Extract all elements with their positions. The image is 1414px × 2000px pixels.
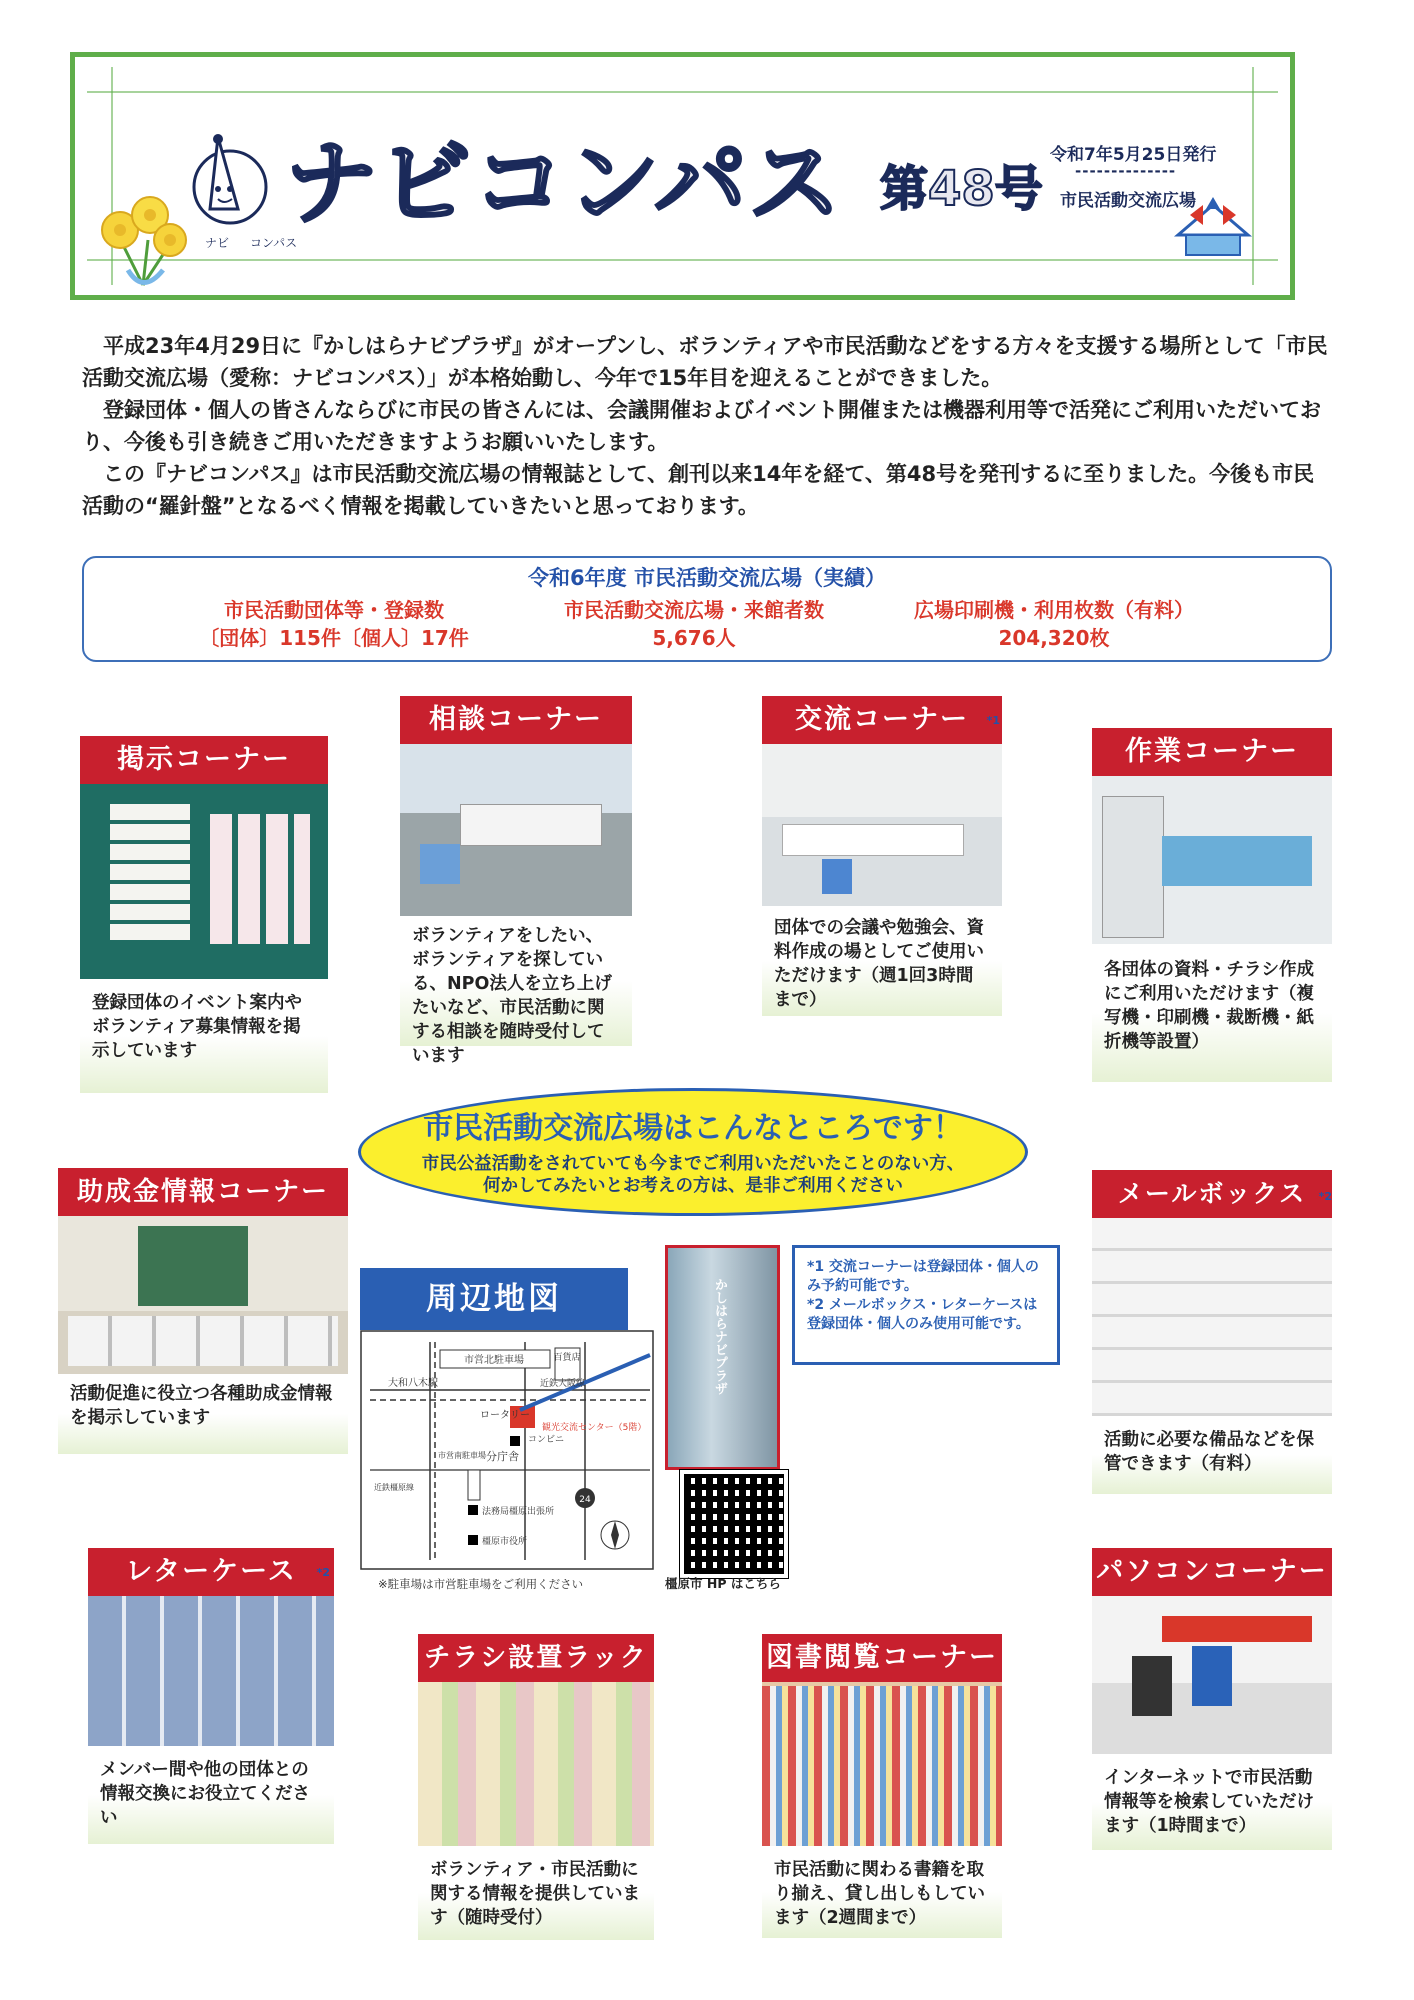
callout-line-1: 市民公益活動をされていても今までご利用いただいたことのない方、 bbox=[421, 1154, 965, 1174]
map-convenience-label: コンビニ bbox=[528, 1435, 565, 1445]
publish-date: 令和7年5月25日発行 bbox=[1050, 145, 1217, 165]
map-kintetsu-osaka-label: 近鉄大阪線 bbox=[540, 1379, 586, 1389]
publisher-name: 市民活動交流広場 bbox=[1060, 191, 1196, 211]
card-description: 各団体の資料・チラシ作成にご利用いただけます（複写機・印刷機・裁断機・紙折機等設置） bbox=[1092, 944, 1332, 1082]
stat-registrations bbox=[164, 596, 504, 652]
workspace-photo bbox=[1092, 776, 1332, 944]
card-title: パソコンコーナー bbox=[1092, 1548, 1332, 1596]
stat-label: 広場印刷機・利用枚数（有料） bbox=[914, 598, 1194, 622]
header-divider: -------------- bbox=[1075, 162, 1177, 180]
bulletin-board-photo bbox=[80, 784, 328, 979]
issue-number: 第48号 bbox=[880, 161, 1043, 217]
card-title: 図書閲覧コーナー bbox=[762, 1634, 1002, 1682]
footnote-marker: *2 bbox=[316, 1566, 330, 1579]
card-title: 助成金情報コーナー bbox=[58, 1168, 348, 1216]
card-title: 交流コーナー bbox=[762, 696, 1002, 744]
intro-paragraph-1: 平成23年4月29日に『かしはらナビプラザ』がオープンし、ボランティアや市民活動などをする方々を支援する場所として「市民活動交流広場（愛称：ナビコンパス）」が本格始動し、今年で15年目を迎えることができました。 bbox=[82, 334, 1328, 390]
pc-area-photo bbox=[1092, 1596, 1332, 1754]
grant-info-photo bbox=[58, 1216, 348, 1374]
intro-paragraph-3: この『ナビコンパス』は市民活動交流広場の情報誌として、創刊以来14年を経て、第48号を発刊するに至りました。今後も市民活動の“羅針盤”となるべく情報を掲載していきたいと思っております。 bbox=[82, 462, 1315, 518]
card-description: 登録団体のイベント案内やボランティア募集情報を掲示しています bbox=[80, 979, 328, 1093]
map-route-label: 24 bbox=[579, 1495, 591, 1505]
stats-title: 令和6年度 市民活動交流広場（実績） bbox=[528, 566, 886, 590]
card-description: 活動に必要な備品などを保管できます（有料） bbox=[1092, 1416, 1332, 1494]
map-dept-store-label: 百貨店 bbox=[553, 1353, 581, 1363]
footnote-2: *2 メールボックス・レターケースは登録団体・個人のみ使用可能です。 bbox=[807, 1297, 1038, 1332]
corner-josei bbox=[58, 1168, 348, 1454]
card-description: メンバー間や他の団体との情報交換にお役立てください bbox=[88, 1746, 334, 1844]
stats-scroll-banner bbox=[82, 556, 1332, 662]
card-description: 活動促進に役立つ各種助成金情報を掲示しています bbox=[58, 1374, 348, 1454]
consultation-photo bbox=[400, 744, 632, 916]
logo-right-text: コンパス bbox=[250, 236, 298, 250]
building-photo bbox=[665, 1245, 780, 1470]
corner-kouryu bbox=[762, 696, 1002, 1016]
card-title: メールボックス bbox=[1092, 1170, 1332, 1218]
map-rotary-label: ロータリー bbox=[480, 1410, 530, 1421]
corner-sagyou bbox=[1092, 728, 1332, 1082]
intro-paragraph-2: 登録団体・個人の皆さんならびに市民の皆さんには、会議開催およびイベント開催または機器利用等で活発にご利用いただいており、今後も引き続きご用いただきますようお願いいたします。 bbox=[82, 398, 1321, 454]
corner-chirashi bbox=[418, 1634, 654, 1940]
map-kintetsu-kashihara-label: 近鉄橿原線 bbox=[374, 1483, 414, 1492]
corner-mailbox bbox=[1092, 1170, 1332, 1494]
intro-text bbox=[82, 330, 1332, 522]
map-city-hall-label: 橿原市役所 bbox=[482, 1537, 528, 1547]
newsletter-title: ナビコンパス bbox=[285, 130, 843, 237]
card-title: 相談コーナー bbox=[400, 696, 632, 744]
stat-print-count bbox=[884, 596, 1224, 652]
map-parking-north-label: 市営北駐車場 bbox=[464, 1355, 524, 1366]
kabuto-helmet-icon bbox=[1168, 185, 1258, 275]
card-description: 団体での会議や勉強会、資料作成の場としてご使用いただけます（週1回3時間まで） bbox=[762, 906, 1002, 1016]
card-title: レターケース bbox=[88, 1548, 334, 1596]
library-shelf-photo bbox=[762, 1682, 1002, 1846]
stat-value: 5,676人 bbox=[652, 626, 736, 650]
map-title: 周辺地図 bbox=[360, 1268, 628, 1330]
footnote-1: *1 交流コーナーは登録団体・個人のみ予約可能です。 bbox=[807, 1259, 1039, 1294]
letter-case-photo bbox=[88, 1596, 334, 1746]
area-map bbox=[360, 1330, 660, 1570]
qr-code[interactable] bbox=[680, 1470, 788, 1578]
card-title: 掲示コーナー bbox=[80, 736, 328, 784]
stat-value: 〔団体〕115件〔個人〕17件 bbox=[199, 626, 469, 650]
corner-tosho bbox=[762, 1634, 1002, 1938]
card-title: チラシ設置ラック bbox=[418, 1634, 654, 1682]
callout-headline: 市民活動交流広場はこんなところです！ bbox=[423, 1111, 963, 1146]
map-tourism-center-label: 観光交流センター（5階） bbox=[542, 1423, 647, 1433]
corner-letter bbox=[88, 1548, 334, 1844]
stat-visitors bbox=[524, 596, 864, 652]
card-description: 市民活動に関わる書籍を取り揃え、貸し出しもしています（2週間まで） bbox=[762, 1846, 1002, 1938]
map-parking-south-label: 市営南駐車場 bbox=[438, 1451, 486, 1460]
corner-pc bbox=[1092, 1548, 1332, 1850]
map-branch-office-label: 分庁舎 bbox=[486, 1450, 519, 1463]
stat-label: 市民活動団体等・登録数 bbox=[224, 598, 444, 622]
qr-code-caption: 橿原市 HP はこちら bbox=[665, 1576, 781, 1591]
map-station-label: 大和八木駅 bbox=[388, 1378, 438, 1389]
flyer-rack-photo bbox=[418, 1682, 654, 1846]
mailbox-photo bbox=[1092, 1218, 1332, 1416]
compass-mascot-logo bbox=[180, 125, 280, 245]
footnote-box bbox=[792, 1245, 1060, 1365]
card-description: ボランティアをしたい、ボランティアを探している、NPO法人を立ち上げたいなど、市民活動に関する相談を随時受付しています bbox=[400, 916, 632, 1046]
card-description: ボランティア・市民活動に関する情報を提供しています（随時受付） bbox=[418, 1846, 654, 1940]
building-sign: かしはらナビプラザ bbox=[712, 1278, 727, 1395]
stat-label: 市民活動交流広場・来館者数 bbox=[564, 598, 824, 622]
corner-keiji bbox=[80, 736, 328, 1093]
corner-soudan bbox=[400, 696, 632, 1066]
logo-left-text: ナビ bbox=[205, 236, 230, 250]
map-legal-bureau-label: 法務局橿原出張所 bbox=[482, 1507, 555, 1517]
card-description: インターネットで市民活動情報等を検索していただけます（1時間まで） bbox=[1092, 1754, 1332, 1850]
map-parking-note: ※駐車場は市営駐車場をご利用ください bbox=[378, 1577, 584, 1591]
footnote-marker: *2 bbox=[1318, 1190, 1332, 1203]
meeting-area-photo bbox=[762, 744, 1002, 906]
footnote-marker: *1 bbox=[986, 714, 1000, 727]
intro-ellipse-callout bbox=[358, 1088, 1028, 1216]
card-title: 作業コーナー bbox=[1092, 728, 1332, 776]
callout-line-2: 何かしてみたいとお考えの方は、是非ご利用ください bbox=[483, 1176, 903, 1196]
stat-value: 204,320枚 bbox=[998, 626, 1110, 650]
